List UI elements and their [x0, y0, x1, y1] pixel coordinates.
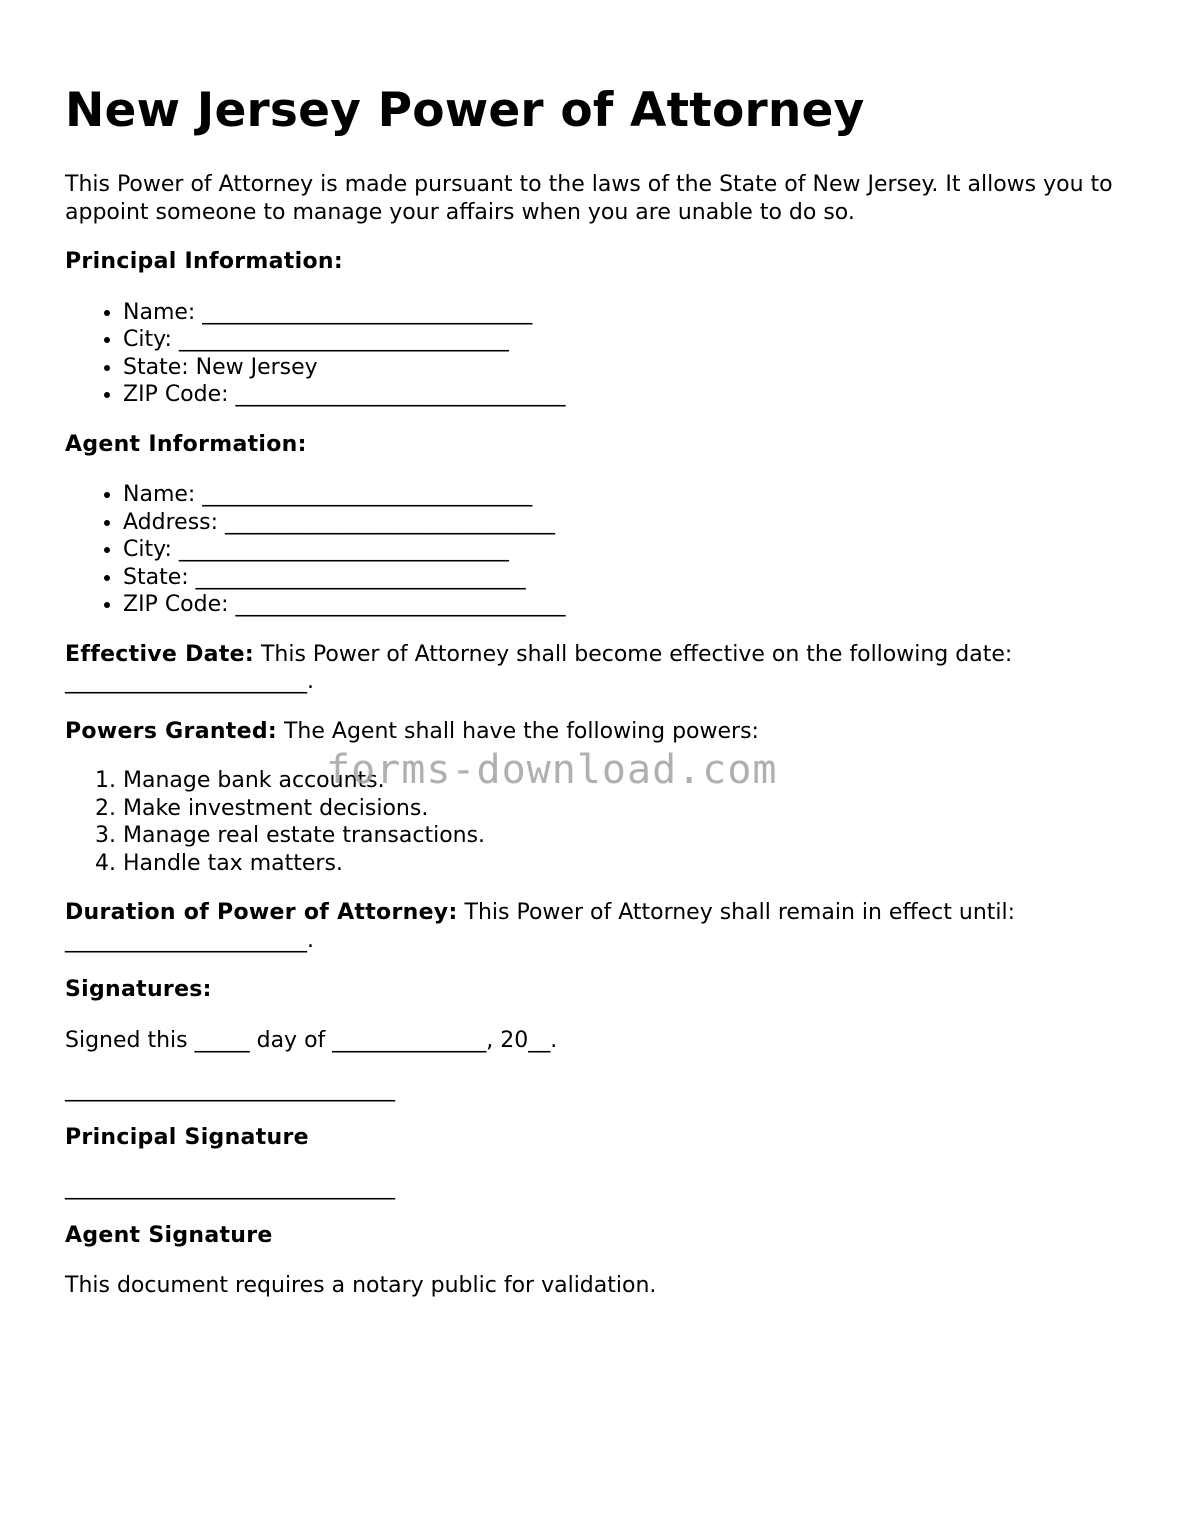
agent-state-field: • State: ______________________________	[123, 564, 1125, 592]
principal-signature-label: Principal Signature	[65, 1124, 309, 1150]
agent-info-list	[65, 481, 1125, 619]
duration-text: This Power of Attorney shall remain in effect until: ______________________.	[65, 900, 1016, 953]
duration-paragraph	[65, 899, 1125, 954]
power-item: 1. Manage bank accounts.	[123, 767, 1125, 795]
power-item: 4. Handle tax matters.	[123, 850, 1125, 878]
watermark-text: forms-download.com	[326, 747, 778, 793]
principal-city-field: • City: ______________________________	[123, 326, 1125, 354]
intro-paragraph: This Power of Attorney is made pursuant to the laws of the State of New Jersey. It allows you to appoint someone to manage your affairs when you are unable to do so.	[65, 172, 1113, 225]
effective-date-label: Effective Date:	[65, 641, 254, 667]
powers-label: Powers Granted:	[65, 718, 277, 744]
agent-heading: Agent Information:	[65, 431, 307, 457]
document-title: New Jersey Power of Attorney	[65, 83, 865, 138]
notary-note: This document requires a notary public for validation.	[65, 1273, 657, 1298]
effective-date-paragraph	[65, 641, 1125, 696]
agent-signature-line: ______________________________	[65, 1175, 395, 1200]
principal-zip-field: • ZIP Code: ______________________________	[123, 381, 1125, 409]
principal-name-field: • Name: ______________________________	[123, 299, 1125, 327]
effective-date-text: This Power of Attorney shall become effective on the following date: ______________________.	[65, 641, 1013, 694]
power-item: 2. Make investment decisions.	[123, 795, 1125, 823]
agent-zip-field: • ZIP Code: ______________________________	[123, 591, 1125, 619]
agent-name-field: • Name: ______________________________	[123, 481, 1125, 509]
agent-address-field: • Address: ______________________________	[123, 509, 1125, 537]
agent-city-field: • City: ______________________________	[123, 536, 1125, 564]
principal-state-field: • State: New Jersey	[123, 354, 1125, 382]
signed-date-line: Signed this _____ day of ______________, 20__.	[65, 1027, 558, 1053]
duration-label: Duration of Power of Attorney:	[65, 900, 458, 925]
signatures-heading: Signatures:	[65, 977, 212, 1002]
powers-paragraph	[65, 718, 1125, 746]
powers-list	[65, 767, 1125, 877]
agent-signature-label: Agent Signature	[65, 1222, 273, 1248]
powers-text: The Agent shall have the following powers:	[277, 718, 759, 744]
document-page	[65, 82, 1125, 1322]
principal-info-list	[65, 299, 1125, 409]
principal-signature-line: ______________________________	[65, 1077, 395, 1102]
power-item: 3. Manage real estate transactions.	[123, 822, 1125, 850]
principal-heading: Principal Information:	[65, 249, 343, 274]
